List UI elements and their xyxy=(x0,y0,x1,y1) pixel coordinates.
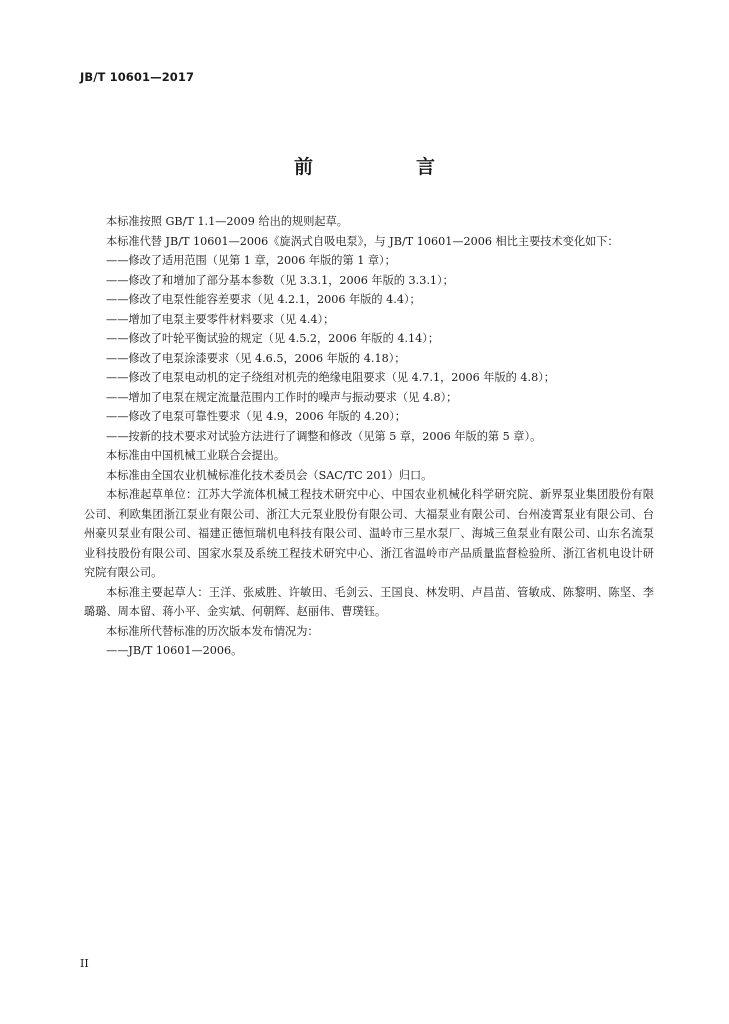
list-item: ——修改了电泵性能容差要求（见 4.2.1，2006 年版的 4.4）； xyxy=(106,293,421,306)
page-number: II xyxy=(80,957,89,970)
paragraph: 本标准按照 GB/T 1.1—2009 给出的规则起草。 xyxy=(106,215,348,228)
list-item: ——增加了电泵主要零件材料要求（见 4.4）； xyxy=(106,312,335,326)
standard-code: JB/T 10601—2017 xyxy=(80,70,195,84)
paragraph: 本标准由中国机械工业联合会提出。 xyxy=(106,449,286,462)
page-title: 前 言 xyxy=(293,156,477,178)
paragraph: 本标准代替 JB/T 10601—2006《旋涡式自吸电泵》，与 JB/T 10601—2006 相比主要技术变化如下： xyxy=(106,234,619,248)
list-item: ——增加了电泵在规定流量范围内工作时的噪声与振动要求（见 4.8）； xyxy=(106,390,458,404)
list-item: ——修改了适用范围（见第 1 章，2006 年版的第 1 章）； xyxy=(106,254,396,267)
list-item: ——按新的技术要求对试验方法进行了调整和修改（见第 5 章，2006 年版的第 5 章）。 xyxy=(106,429,542,443)
drafters-paragraph: 本标准主要起草人：王洋、张威胜、许敏田、毛剑云、王国良、林发明、卢昌苗、管敏成、陈黎明、陈坚、李璐璐、周本留、蒋小平、金实斌、何朝辉、赵丽伟、曹璞钰。 xyxy=(84,585,654,618)
list-item: ——修改了和增加了部分基本参数（见 3.3.1，2006 年版的 3.3.1）； xyxy=(106,273,454,287)
list-item: ——修改了电泵可靠性要求（见 4.9，2006 年版的 4.20）； xyxy=(106,410,406,423)
list-item: ——修改了电泵电动机的定子绕组对机壳的绝缘电阻要求（见 4.7.1，2006 年版的 4.8）； xyxy=(106,371,555,384)
document-body xyxy=(84,212,654,661)
paragraph: 本标准所代替标准的历次版本发布情况为： xyxy=(106,624,319,638)
drafting-units-paragraph: 本标准起草单位：江苏大学流体机械工程技术研究中心、中国农业机械化科学研究院、新界泵业集团股份有限公司、利欧集团浙江泵业有限公司、浙江大元泵业股份有限公司、大福泵业有限公司、台州凌霄泵业有限公司、台州豪贝泵业有限公司、福建正德恒瑞机电科技有限公司、温岭市三星水泵厂、海城三鱼泵业有限公司、山东名流泵业科技股份有限公司、国家水泵及系统工程技术研究中心、浙江省温岭市产品质量监督检验所、浙江省机电设计研究院有限公司。 xyxy=(84,488,654,579)
list-item: ——修改了电泵涂漆要求（见 4.6.5，2006 年版的 4.18）； xyxy=(106,351,406,365)
list-item: ——JB/T 10601—2006。 xyxy=(106,644,243,657)
list-item: ——修改了叶轮平衡试验的规定（见 4.5.2，2006 年版的 4.14）； xyxy=(106,332,440,345)
paragraph: 本标准由全国农业机械标准化技术委员会（SAC/TC 201）归口。 xyxy=(106,468,433,482)
